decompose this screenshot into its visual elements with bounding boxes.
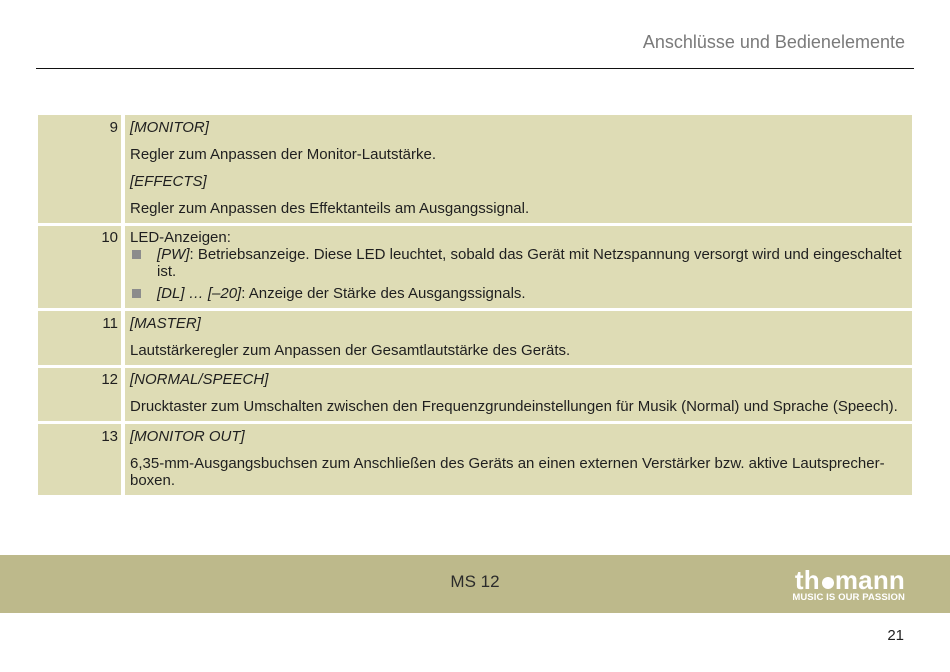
control-label: [EFFECTS] [130, 172, 207, 190]
control-description: Regler zum Anpassen der Monitor-Lautstärke. [130, 145, 436, 163]
section-title: Anschlüsse und Bedienelemente [642, 32, 905, 52]
item-number: 10 [38, 226, 121, 309]
table-row [38, 368, 912, 422]
bullet-square-icon [132, 289, 141, 298]
item-number: 9 [38, 115, 121, 223]
table-row [38, 424, 912, 495]
item-description [125, 424, 912, 495]
page-number: 21 [887, 627, 904, 644]
list-item [130, 285, 906, 302]
item-number: 12 [38, 368, 121, 422]
item-number: 13 [38, 424, 121, 495]
item-number: 11 [38, 311, 121, 365]
control-description: Regler zum Anpassen des Effektanteils am Ausgangssignal. [130, 199, 530, 217]
led-indicator-list [130, 246, 906, 302]
brand-logo [792, 567, 905, 603]
list-item-line [157, 246, 906, 263]
control-label: [NORMAL/SPEECH] [130, 371, 269, 388]
logo-text-left: th [794, 565, 820, 595]
control-label: [MONITOR] [130, 118, 209, 136]
item-description [125, 368, 912, 422]
list-intro: LED-Anzeigen: [130, 229, 231, 246]
logo-dot-icon [822, 577, 834, 589]
item-description [125, 311, 912, 365]
control-label: [PW] [157, 246, 190, 263]
control-label: [MASTER] [130, 314, 201, 332]
bullet-square-icon [132, 250, 141, 259]
item-description [125, 115, 912, 223]
controls-table [38, 115, 912, 498]
control-description: Drucktaster zum Umschalten zwischen den Frequenzgrundeinstellungen für Musik (Normal) und Sprache (Speech). [130, 398, 898, 415]
list-item-text: : Anzeige der Stärke des Ausgangssignals. [241, 285, 526, 302]
product-model: MS 12 [450, 572, 500, 591]
table-row [38, 311, 912, 365]
control-label: [MONITOR OUT] [130, 427, 245, 445]
item-description [125, 226, 912, 309]
logo-text-right: mann [834, 565, 905, 595]
list-item-line: ist. [157, 263, 177, 280]
table-row [38, 226, 912, 309]
control-description-line: 6,35-mm-Ausgangsbuchsen zum Anschließen des Geräts an einen externen Verstärker bzw. aktive Lautsprecher- [130, 454, 885, 472]
control-description-line: boxen. [130, 471, 176, 489]
logo-tagline: MUSIC IS OUR PASSION [792, 592, 905, 603]
control-description [130, 455, 906, 489]
list-item-line [157, 285, 906, 302]
logo-wordmark [792, 567, 905, 593]
control-description: Lautstärkeregler zum Anpassen der Gesamtlautstärke des Geräts. [130, 341, 571, 359]
footer-band [0, 555, 950, 613]
list-item-text: : Betriebsanzeige. Diese LED leuchtet, sobald das Gerät mit Netzspannung versorgt wird und eingeschaltet [189, 246, 902, 263]
control-label: [DL] … [–20] [157, 285, 242, 302]
table-row [38, 115, 912, 223]
list-item [130, 246, 906, 280]
header-rule [36, 68, 914, 70]
